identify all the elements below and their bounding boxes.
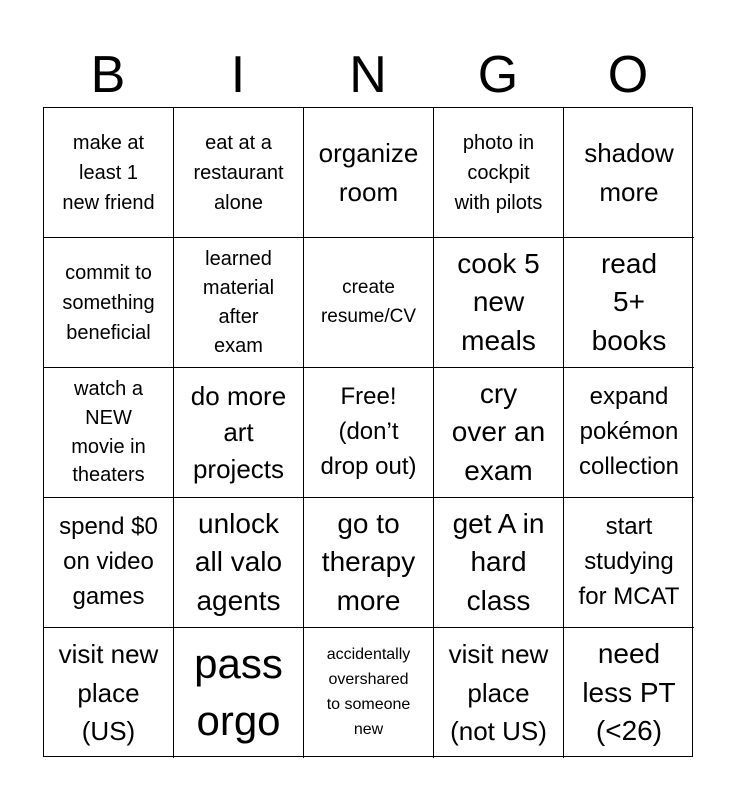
bingo-cell-r2-c4[interactable]: cook 5 new meals <box>434 238 564 368</box>
bingo-cell-r2-c3[interactable]: create resume/CV <box>304 238 434 368</box>
bingo-cell-r5-c2[interactable]: pass orgo <box>174 628 304 758</box>
bingo-cell-r5-c1[interactable]: visit new place (US) <box>44 628 174 758</box>
bingo-header <box>43 44 693 106</box>
bingo-cell-r4-c4[interactable]: get A in hard class <box>434 498 564 628</box>
bingo-cell-r1-c2[interactable]: eat at a restaurant alone <box>174 108 304 238</box>
bingo-cell-r2-c5[interactable]: read 5+ books <box>564 238 694 368</box>
bingo-cell-r2-c1[interactable]: commit to something beneficial <box>44 238 174 368</box>
header-letter-n: N <box>349 46 387 104</box>
bingo-cell-r4-c5[interactable]: start studying for MCAT <box>564 498 694 628</box>
bingo-cell-r3-c3[interactable]: Free! (don’t drop out) <box>304 368 434 498</box>
bingo-cell-r1-c5[interactable]: shadow more <box>564 108 694 238</box>
bingo-cell-r2-c2[interactable]: learned material after exam <box>174 238 304 368</box>
bingo-cell-r3-c5[interactable]: expand pokémon collection <box>564 368 694 498</box>
bingo-cell-r4-c3[interactable]: go to therapy more <box>304 498 434 628</box>
bingo-cell-r3-c4[interactable]: cry over an exam <box>434 368 564 498</box>
header-letter-i: I <box>230 46 246 104</box>
header-letter-b: B <box>90 46 126 104</box>
bingo-cell-r5-c5[interactable]: need less PT (<26) <box>582 638 676 747</box>
bingo-cell-r1-c1[interactable]: make at least 1 new friend <box>44 108 174 238</box>
bingo-cell-r3-c1[interactable]: watch a NEW movie in theaters <box>44 368 174 498</box>
bingo-cell-r4-c1[interactable]: spend $0 on video games <box>44 498 174 628</box>
header-letter-o: O <box>607 46 649 104</box>
header-letter-g: G <box>477 46 519 104</box>
bingo-cell-r4-c2[interactable]: unlock all valo agents <box>174 498 304 628</box>
bingo-cell-r5-c4[interactable]: visit new place (not US) <box>434 628 564 758</box>
bingo-card-grid <box>43 107 693 757</box>
bingo-cell-r5-c3[interactable]: accidentally overshared to someone new <box>304 628 434 758</box>
bingo-cell-r1-c4[interactable]: photo in cockpit with pilots <box>434 108 564 238</box>
bingo-cell-r1-c3[interactable]: organize room <box>304 108 434 238</box>
bingo-cell-r3-c2[interactable]: do more art projects <box>174 368 304 498</box>
